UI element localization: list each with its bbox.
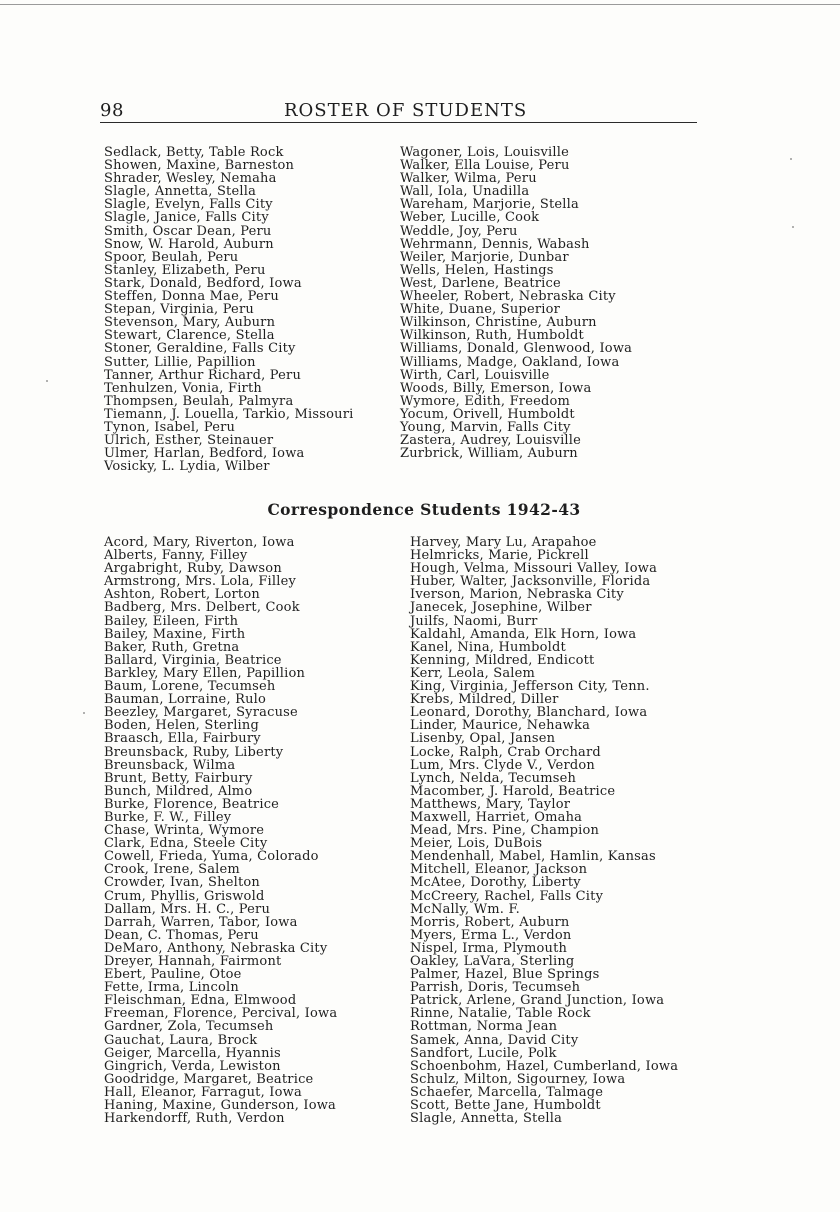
list-item: Schoenbohm, Hazel, Cumberland, Iowa xyxy=(410,1058,679,1074)
list-item: Wheeler, Robert, Nebraska City xyxy=(400,289,616,305)
list-item: Lum, Mrs. Clyde V., Verdon xyxy=(410,757,595,773)
list-item: Snow, W. Harold, Auburn xyxy=(104,236,274,252)
list-item: Gingrich, Verda, Lewiston xyxy=(104,1058,281,1074)
list-item: Dean, C. Thomas, Peru xyxy=(104,927,259,943)
list-item: Young, Marvin, Falls City xyxy=(400,419,571,435)
list-item: Walker, Ella Louise, Peru xyxy=(400,158,570,174)
list-item: Juilfs, Naomi, Burr xyxy=(410,613,538,629)
list-item: Kaldahl, Amanda, Elk Horn, Iowa xyxy=(410,626,637,642)
list-item: Bailey, Eileen, Firth xyxy=(104,613,239,629)
list-item: Ashton, Robert, Lorton xyxy=(104,587,260,603)
list-item: West, Darlene, Beatrice xyxy=(400,275,561,291)
list-item: Lisenby, Opal, Jansen xyxy=(410,731,556,747)
list-item: Weber, Lucille, Cook xyxy=(400,210,540,226)
list-item: Gauchat, Laura, Brock xyxy=(104,1032,258,1048)
list-item: Kenning, Mildred, Endicott xyxy=(410,652,595,668)
list-item: Wirth, Carl, Louisville xyxy=(400,367,550,383)
list-item: Slagle, Annetta, Stella xyxy=(104,184,257,200)
paper-speck xyxy=(790,158,792,160)
section-heading: Correspondence Students 1942-43 xyxy=(267,500,581,519)
list-item: Kanel, Nina, Humboldt xyxy=(410,639,566,655)
page-edge-line xyxy=(0,4,840,5)
list-item: McNally, Wm. F. xyxy=(410,901,520,917)
list-item: Mitchell, Eleanor, Jackson xyxy=(410,862,588,878)
list-item: Tanner, Arthur Richard, Peru xyxy=(104,367,302,383)
list-item: Stevenson, Mary, Auburn xyxy=(104,315,276,331)
list-item: Sandfort, Lucile, Polk xyxy=(410,1045,557,1061)
list-item: Zurbrick, William, Auburn xyxy=(400,446,578,462)
list-item: Boden, Helen, Sterling xyxy=(104,718,259,734)
list-item: Weddle, Joy, Peru xyxy=(400,223,518,239)
list-item: Linder, Maurice, Nehawka xyxy=(410,718,591,734)
list-item: Meier, Lois, DuBois xyxy=(410,836,543,852)
list-item: Locke, Ralph, Crab Orchard xyxy=(410,744,601,760)
list-item: Williams, Madge, Oakland, Iowa xyxy=(400,354,620,370)
list-item: Tenhulzen, Vonia, Firth xyxy=(104,380,262,396)
list-item: Baker, Ruth, Gretna xyxy=(104,639,240,655)
list-item: Brunt, Betty, Fairbury xyxy=(104,770,253,786)
list-item: Darrah, Warren, Tabor, Iowa xyxy=(104,914,298,930)
list-item: Crowder, Ivan, Shelton xyxy=(104,875,261,891)
list-item: McCreery, Rachel, Falls City xyxy=(410,888,604,904)
list-item: Morris, Robert, Auburn xyxy=(410,914,570,930)
list-item: Stoner, Geraldine, Falls City xyxy=(104,341,296,357)
list-item: Slagle, Janice, Falls City xyxy=(104,210,269,226)
list-item: Steffen, Donna Mae, Peru xyxy=(104,289,279,305)
list-item: Crum, Phyllis, Griswold xyxy=(104,888,265,904)
list-item: Weiler, Marjorie, Dunbar xyxy=(400,249,569,265)
list-item: Helmricks, Marie, Pickrell xyxy=(410,548,589,564)
list-item: Stewart, Clarence, Stella xyxy=(104,328,275,344)
page-number: 98 xyxy=(100,100,124,121)
list-item: Shrader, Wesley, Nemaha xyxy=(104,171,277,187)
running-title: ROSTER OF STUDENTS xyxy=(284,100,528,121)
list-item: Macomber, J. Harold, Beatrice xyxy=(410,783,616,799)
list-item: Oakley, LaVara, Sterling xyxy=(410,954,575,969)
list-item: Breunsback, Wilma xyxy=(104,757,236,773)
list-item: Wagoner, Lois, Louisville xyxy=(400,145,569,160)
list-item: Argabright, Ruby, Dawson xyxy=(104,561,282,577)
page-header xyxy=(100,100,697,124)
list-item: Leonard, Dorothy, Blanchard, Iowa xyxy=(410,705,648,721)
list-item: Smith, Oscar Dean, Peru xyxy=(104,223,272,239)
list-item: Schaefer, Marcella, Talmage xyxy=(410,1084,604,1100)
list-item: Samek, Anna, David City xyxy=(410,1032,579,1048)
list-item: Sutter, Lillie, Papillion xyxy=(104,354,256,370)
list-item: Breunsback, Ruby, Liberty xyxy=(104,744,284,760)
list-item: Braasch, Ella, Fairbury xyxy=(104,731,261,747)
list-item: Scott, Bette Jane, Humboldt xyxy=(410,1098,601,1114)
list-item: Burke, Florence, Beatrice xyxy=(104,796,280,812)
list-item: Hough, Velma, Missouri Valley, Iowa xyxy=(410,561,658,577)
list-item: Krebs, Mildred, Diller xyxy=(410,692,559,708)
roster-column-left xyxy=(104,146,353,473)
paper-speck xyxy=(83,712,85,714)
list-item: Slagle, Evelyn, Falls City xyxy=(104,197,273,213)
list-item: Stepan, Virginia, Peru xyxy=(104,302,254,318)
list-item: Patrick, Arlene, Grand Junction, Iowa xyxy=(410,993,665,1009)
list-item: Ulmer, Harlan, Bedford, Iowa xyxy=(104,446,305,462)
list-item: McAtee, Dorothy, Liberty xyxy=(410,875,581,891)
list-item: Zastera, Audrey, Louisville xyxy=(400,433,582,449)
list-item: Goodridge, Margaret, Beatrice xyxy=(104,1071,314,1087)
list-item: Huber, Walter, Jacksonville, Florida xyxy=(410,574,651,590)
list-item: Ulrich, Esther, Steinauer xyxy=(104,433,274,449)
list-item: White, Duane, Superior xyxy=(400,302,561,318)
list-item: Nispel, Irma, Plymouth xyxy=(410,940,568,956)
list-item: DeMaro, Anthony, Nebraska City xyxy=(104,940,328,956)
list-item: Slagle, Annetta, Stella xyxy=(410,1111,563,1127)
header-rule xyxy=(100,122,697,123)
correspondence-column-right xyxy=(410,536,678,1125)
list-item: Wehrmann, Dennis, Wabash xyxy=(400,236,590,252)
list-item: Dallam, Mrs. H. C., Peru xyxy=(104,901,271,917)
list-item: Wall, Iola, Unadilla xyxy=(400,184,530,200)
list-item: Schulz, Milton, Sigourney, Iowa xyxy=(410,1071,626,1087)
list-item: Fette, Irma, Lincoln xyxy=(104,980,239,996)
list-item: Myers, Erma L., Verdon xyxy=(410,927,572,943)
list-item: Williams, Donald, Glenwood, Iowa xyxy=(400,341,633,357)
list-item: Janecek, Josephine, Wilber xyxy=(410,600,592,616)
list-item: Mead, Mrs. Pine, Champion xyxy=(410,823,600,839)
list-item: Woods, Billy, Emerson, Iowa xyxy=(400,380,592,396)
list-item: Clark, Edna, Steele City xyxy=(104,836,268,852)
list-item: Yocum, Orivell, Humboldt xyxy=(400,406,575,422)
list-item: Alberts, Fanny, Filley xyxy=(104,548,248,564)
list-item: Haning, Maxine, Gunderson, Iowa xyxy=(104,1098,336,1114)
list-item: Spoor, Beulah, Peru xyxy=(104,249,239,265)
list-item: Stanley, Elizabeth, Peru xyxy=(104,262,266,278)
list-item: Thompsen, Beulah, Palmyra xyxy=(104,393,294,409)
list-item: Harvey, Mary Lu, Arapahoe xyxy=(410,535,597,550)
list-item: Freeman, Florence, Percival, Iowa xyxy=(104,1006,338,1022)
list-item: Lynch, Nelda, Tecumseh xyxy=(410,770,577,786)
list-item: Iverson, Marion, Nebraska City xyxy=(410,587,624,603)
list-item: Parrish, Doris, Tecumseh xyxy=(410,980,581,996)
list-item: Vosicky, L. Lydia, Wilber xyxy=(104,459,270,475)
list-item: Wareham, Marjorie, Stella xyxy=(400,197,579,213)
list-item: Cowell, Frieda, Yuma, Colorado xyxy=(104,849,319,865)
list-item: Beezley, Margaret, Syracuse xyxy=(104,705,298,721)
list-item: Maxwell, Harriet, Omaha xyxy=(410,809,583,825)
list-item: Palmer, Hazel, Blue Springs xyxy=(410,967,600,983)
list-item: Ebert, Pauline, Otoe xyxy=(104,967,242,983)
list-item: Fleischman, Edna, Elmwood xyxy=(104,993,297,1009)
list-item: Wilkinson, Ruth, Humboldt xyxy=(400,328,584,344)
list-item: Bunch, Mildred, Almo xyxy=(104,783,253,799)
list-item: Baum, Lorene, Tecumseh xyxy=(104,679,276,695)
list-item: Hall, Eleanor, Farragut, Iowa xyxy=(104,1084,302,1100)
list-item: Matthews, Mary, Taylor xyxy=(410,796,571,812)
list-item: Mendenhall, Mabel, Hamlin, Kansas xyxy=(410,849,656,865)
list-item: Badberg, Mrs. Delbert, Cook xyxy=(104,600,300,616)
list-item: Bauman, Lorraine, Rulo xyxy=(104,692,267,708)
list-item: Harkendorff, Ruth, Verdon xyxy=(104,1111,285,1127)
list-item: Dreyer, Hannah, Fairmont xyxy=(104,954,282,969)
list-item: Crook, Irene, Salem xyxy=(104,862,240,878)
list-item: Stark, Donald, Bedford, Iowa xyxy=(104,275,302,291)
list-item: Wells, Helen, Hastings xyxy=(400,262,554,278)
list-item: Walker, Wilma, Peru xyxy=(400,171,537,187)
list-item: King, Virginia, Jefferson City, Tenn. xyxy=(410,679,650,695)
list-item: Sedlack, Betty, Table Rock xyxy=(104,145,284,160)
list-item: Acord, Mary, Riverton, Iowa xyxy=(104,535,295,550)
list-item: Rinne, Natalie, Table Rock xyxy=(410,1006,591,1022)
list-item: Gardner, Zola, Tecumseh xyxy=(104,1019,274,1035)
roster-column-right xyxy=(400,146,632,460)
list-item: Bailey, Maxine, Firth xyxy=(104,626,246,642)
list-item: Ballard, Virginia, Beatrice xyxy=(104,652,282,668)
paper-speck xyxy=(792,226,794,228)
list-item: Armstrong, Mrs. Lola, Filley xyxy=(104,574,297,590)
list-item: Wilkinson, Christine, Auburn xyxy=(400,315,597,331)
list-item: Kerr, Leola, Salem xyxy=(410,665,536,681)
list-item: Geiger, Marcella, Hyannis xyxy=(104,1045,281,1061)
paper-speck xyxy=(46,380,48,382)
list-item: Chase, Wrinta, Wymore xyxy=(104,823,265,839)
list-item: Barkley, Mary Ellen, Papillion xyxy=(104,665,306,681)
list-item: Burke, F. W., Filley xyxy=(104,809,232,825)
list-item: Rottman, Norma Jean xyxy=(410,1019,558,1035)
list-item: Wymore, Edith, Freedom xyxy=(400,393,571,409)
list-item: Tynon, Isabel, Peru xyxy=(104,419,236,435)
list-item: Tiemann, J. Louella, Tarkio, Missouri xyxy=(104,406,354,422)
list-item: Showen, Maxine, Barneston xyxy=(104,158,295,174)
correspondence-column-left xyxy=(104,536,337,1125)
